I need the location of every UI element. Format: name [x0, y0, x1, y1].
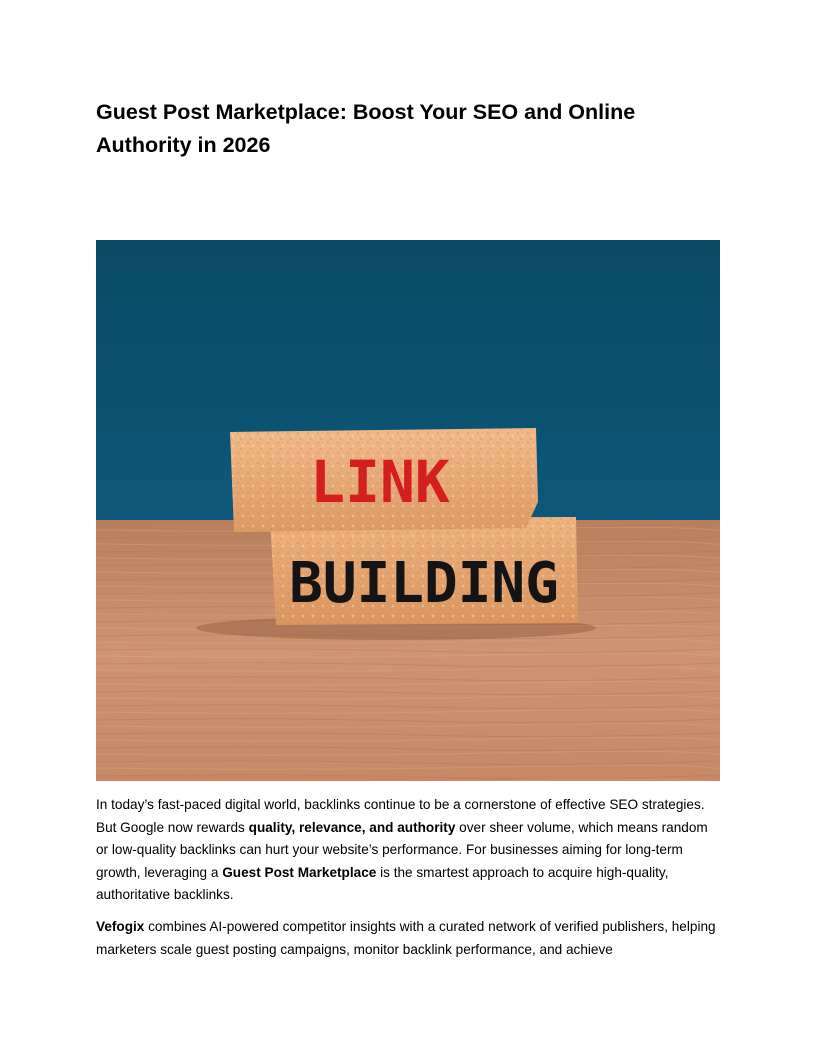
p2-text-1: combines AI-powered competitor insights with a curated network of verified publishers, helping marketers scale guest posting campaigns, monitor backlink performance, and achieve: [96, 919, 716, 957]
vefogix-paragraph: [96, 916, 722, 961]
p1-bold-1: quality, relevance, and authority: [248, 819, 456, 835]
link-text: LINK: [310, 448, 450, 516]
building-text: BUILDING: [289, 551, 559, 616]
p1-text-1: In today’s fast-paced digital world, backlinks continue to be a cornerstone of effective SEO strategies. But Google now rewards: [96, 797, 705, 835]
p1-bold-2: Guest Post Marketplace: [222, 864, 377, 880]
intro-paragraph: [96, 794, 722, 907]
document-title: Guest Post Marketplace: Boost Your SEO and Online Authority in 2026: [96, 100, 636, 157]
p1-text-2: over sheer volume, which means random or low-quality backlinks can hurt your website’s performance. For businesses aiming for long-term growth, leveraging a: [96, 819, 708, 880]
p2-bold-1: Vefogix: [96, 919, 145, 934]
p1-text-3: is the smartest approach to acquire high-quality, authoritative backlinks.: [96, 864, 669, 902]
hero-image-link-building: [96, 240, 720, 781]
